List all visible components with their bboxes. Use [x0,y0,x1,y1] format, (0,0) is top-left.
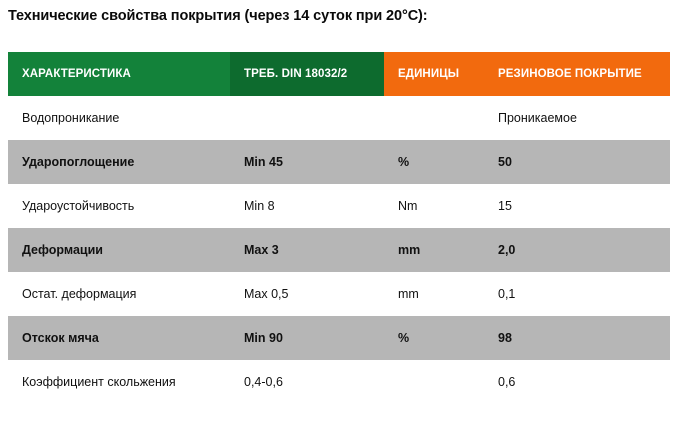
cell-rubber-coating: 15 [484,184,670,228]
cell-rubber-coating: 98 [484,316,670,360]
cell-rubber-coating: 0,1 [484,272,670,316]
table-row [8,96,670,140]
cell-units: % [384,316,484,360]
cell-rubber-coating: 50 [484,140,670,184]
page-title: Технические свойства покрытия (через 14 суток при 20°C): [8,8,428,24]
cell-units [384,360,484,404]
properties-table [8,52,670,404]
table-row [8,360,670,404]
cell-characteristic: Отскок мяча [8,316,230,360]
cell-characteristic: Водопроникание [8,96,230,140]
cell-rubber-coating: 0,6 [484,360,670,404]
cell-units: Nm [384,184,484,228]
cell-din-requirement: Min 8 [230,184,384,228]
table-row [8,272,670,316]
cell-units: % [384,140,484,184]
cell-units [384,96,484,140]
cell-characteristic: Удароустойчивость [8,184,230,228]
cell-characteristic: Ударопоглощение [8,140,230,184]
cell-din-requirement: Min 90 [230,316,384,360]
properties-table-container [8,52,670,404]
table-body [8,96,670,404]
cell-din-requirement [230,96,384,140]
table-row [8,184,670,228]
cell-characteristic: Коэффициент скольжения [8,360,230,404]
column-header-units: ЕДИНИЦЫ [384,52,484,96]
cell-characteristic: Деформации [8,228,230,272]
table-row [8,140,670,184]
table-row [8,316,670,360]
column-header-rubber-coating: РЕЗИНОВОЕ ПОКРЫТИЕ [484,52,670,96]
table-header-row [8,52,670,96]
cell-characteristic: Остат. деформация [8,272,230,316]
column-header-din-requirement: ТРЕБ. DIN 18032/2 [230,52,384,96]
cell-rubber-coating: 2,0 [484,228,670,272]
cell-units: mm [384,272,484,316]
cell-din-requirement: Max 3 [230,228,384,272]
cell-units: mm [384,228,484,272]
cell-din-requirement: Min 45 [230,140,384,184]
cell-din-requirement: Max 0,5 [230,272,384,316]
table-row [8,228,670,272]
column-header-characteristic: ХАРАКТЕРИСТИКА [8,52,230,96]
cell-din-requirement: 0,4-0,6 [230,360,384,404]
cell-rubber-coating: Проникаемое [484,96,670,140]
table-header [8,52,670,96]
